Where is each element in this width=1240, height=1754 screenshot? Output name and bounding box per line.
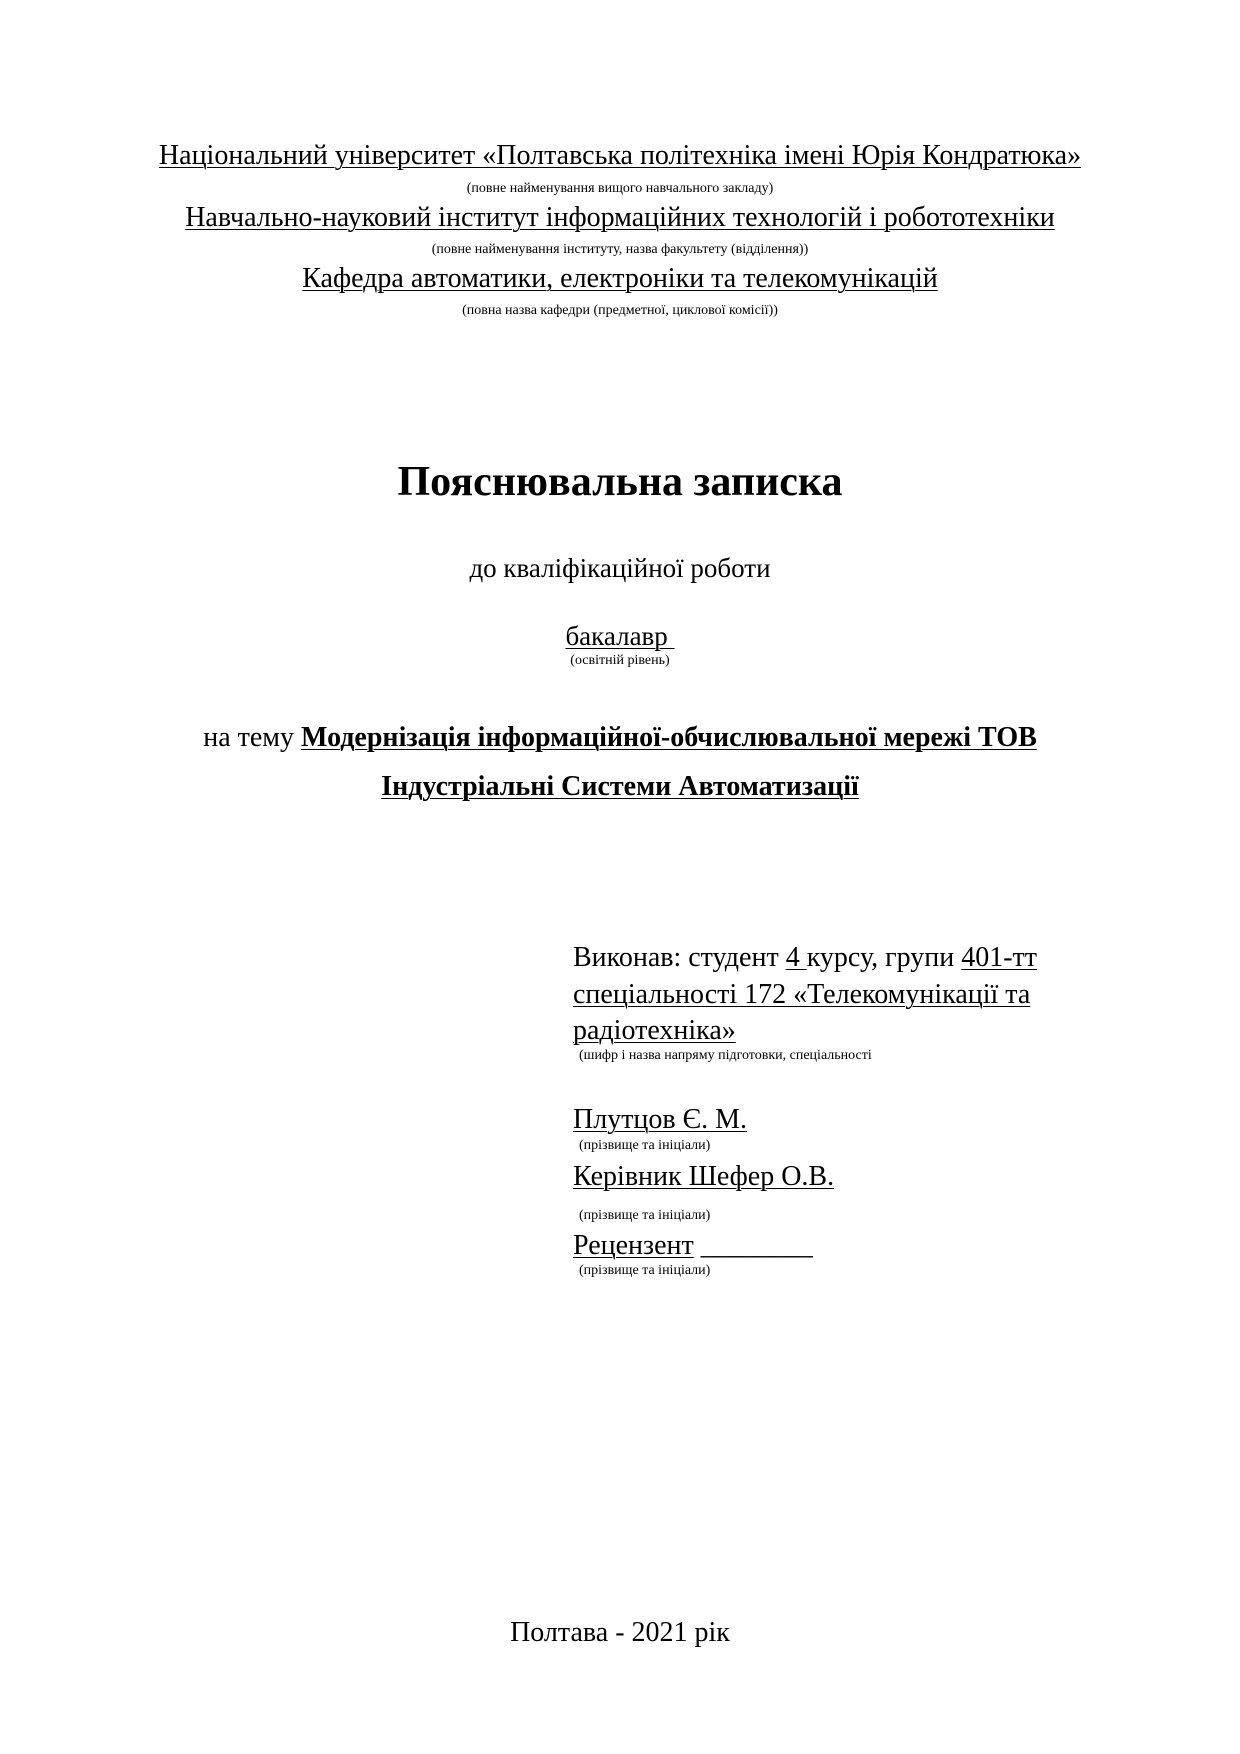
- document-subtitle: до кваліфікаційної роботи: [469, 553, 771, 583]
- institute-name: Навчально-науковий інститут інформаційних технологій і робототехніки: [185, 202, 1055, 233]
- topic-prefix: на тему: [203, 722, 302, 753]
- document-title: Пояснювальна записка: [397, 459, 843, 505]
- specialty-line-1: спеціальності 172 «Телекомунікації та: [573, 979, 1031, 1010]
- city-year: Полтава - 2021 рік: [510, 1617, 730, 1648]
- topic-title-part-2: Індустріальні Системи Автоматизації: [381, 771, 859, 802]
- specialty-line-2: радіотехніка»: [573, 1015, 736, 1046]
- institute-caption: (повне найменування інституту, назва факультету (відділення)): [431, 242, 809, 257]
- education-level-caption: (освітній рівень): [570, 653, 670, 668]
- performed-by-line: [573, 940, 1037, 976]
- specialty-caption: (шифр і назва напряму підготовки, спеціальності: [579, 1048, 872, 1063]
- course-number: 4: [785, 942, 807, 973]
- reviewer-line: [573, 1228, 813, 1264]
- department-caption: (повна назва кафедри (предметної, циклової комісії)): [462, 303, 778, 318]
- topic-line-2: [0, 770, 1240, 804]
- course-suffix: курсу, групи: [806, 942, 962, 973]
- student-name: Плутцов Є. М.: [573, 1104, 748, 1135]
- supervisor-caption: (прізвище та ініціали): [579, 1208, 711, 1223]
- reviewer-caption: (прізвище та ініціали): [579, 1263, 711, 1278]
- department-name: Кафедра автоматики, електроніки та телекомунікацій: [302, 263, 938, 294]
- topic-title-part-1: Модернізація інформаційної-обчислювальної мережі ТОВ: [301, 722, 1037, 753]
- reviewer-label: Рецензент: [573, 1230, 694, 1261]
- supervisor-name: Керівник Шефер О.В.: [573, 1161, 835, 1192]
- university-name: Національний університет «Полтавська політехніка імені Юрія Кондратюка»: [158, 140, 1082, 171]
- education-level: бакалавр: [565, 621, 675, 651]
- student-caption: (прізвище та ініціали): [579, 1138, 711, 1153]
- reviewer-blank: ________: [700, 1230, 813, 1261]
- group-number: 401-тт: [961, 942, 1038, 973]
- university-caption: (повне найменування вищого навчального закладу): [466, 181, 774, 196]
- topic-line-1: [0, 721, 1240, 755]
- performed-prefix: Виконав: студент: [573, 942, 786, 973]
